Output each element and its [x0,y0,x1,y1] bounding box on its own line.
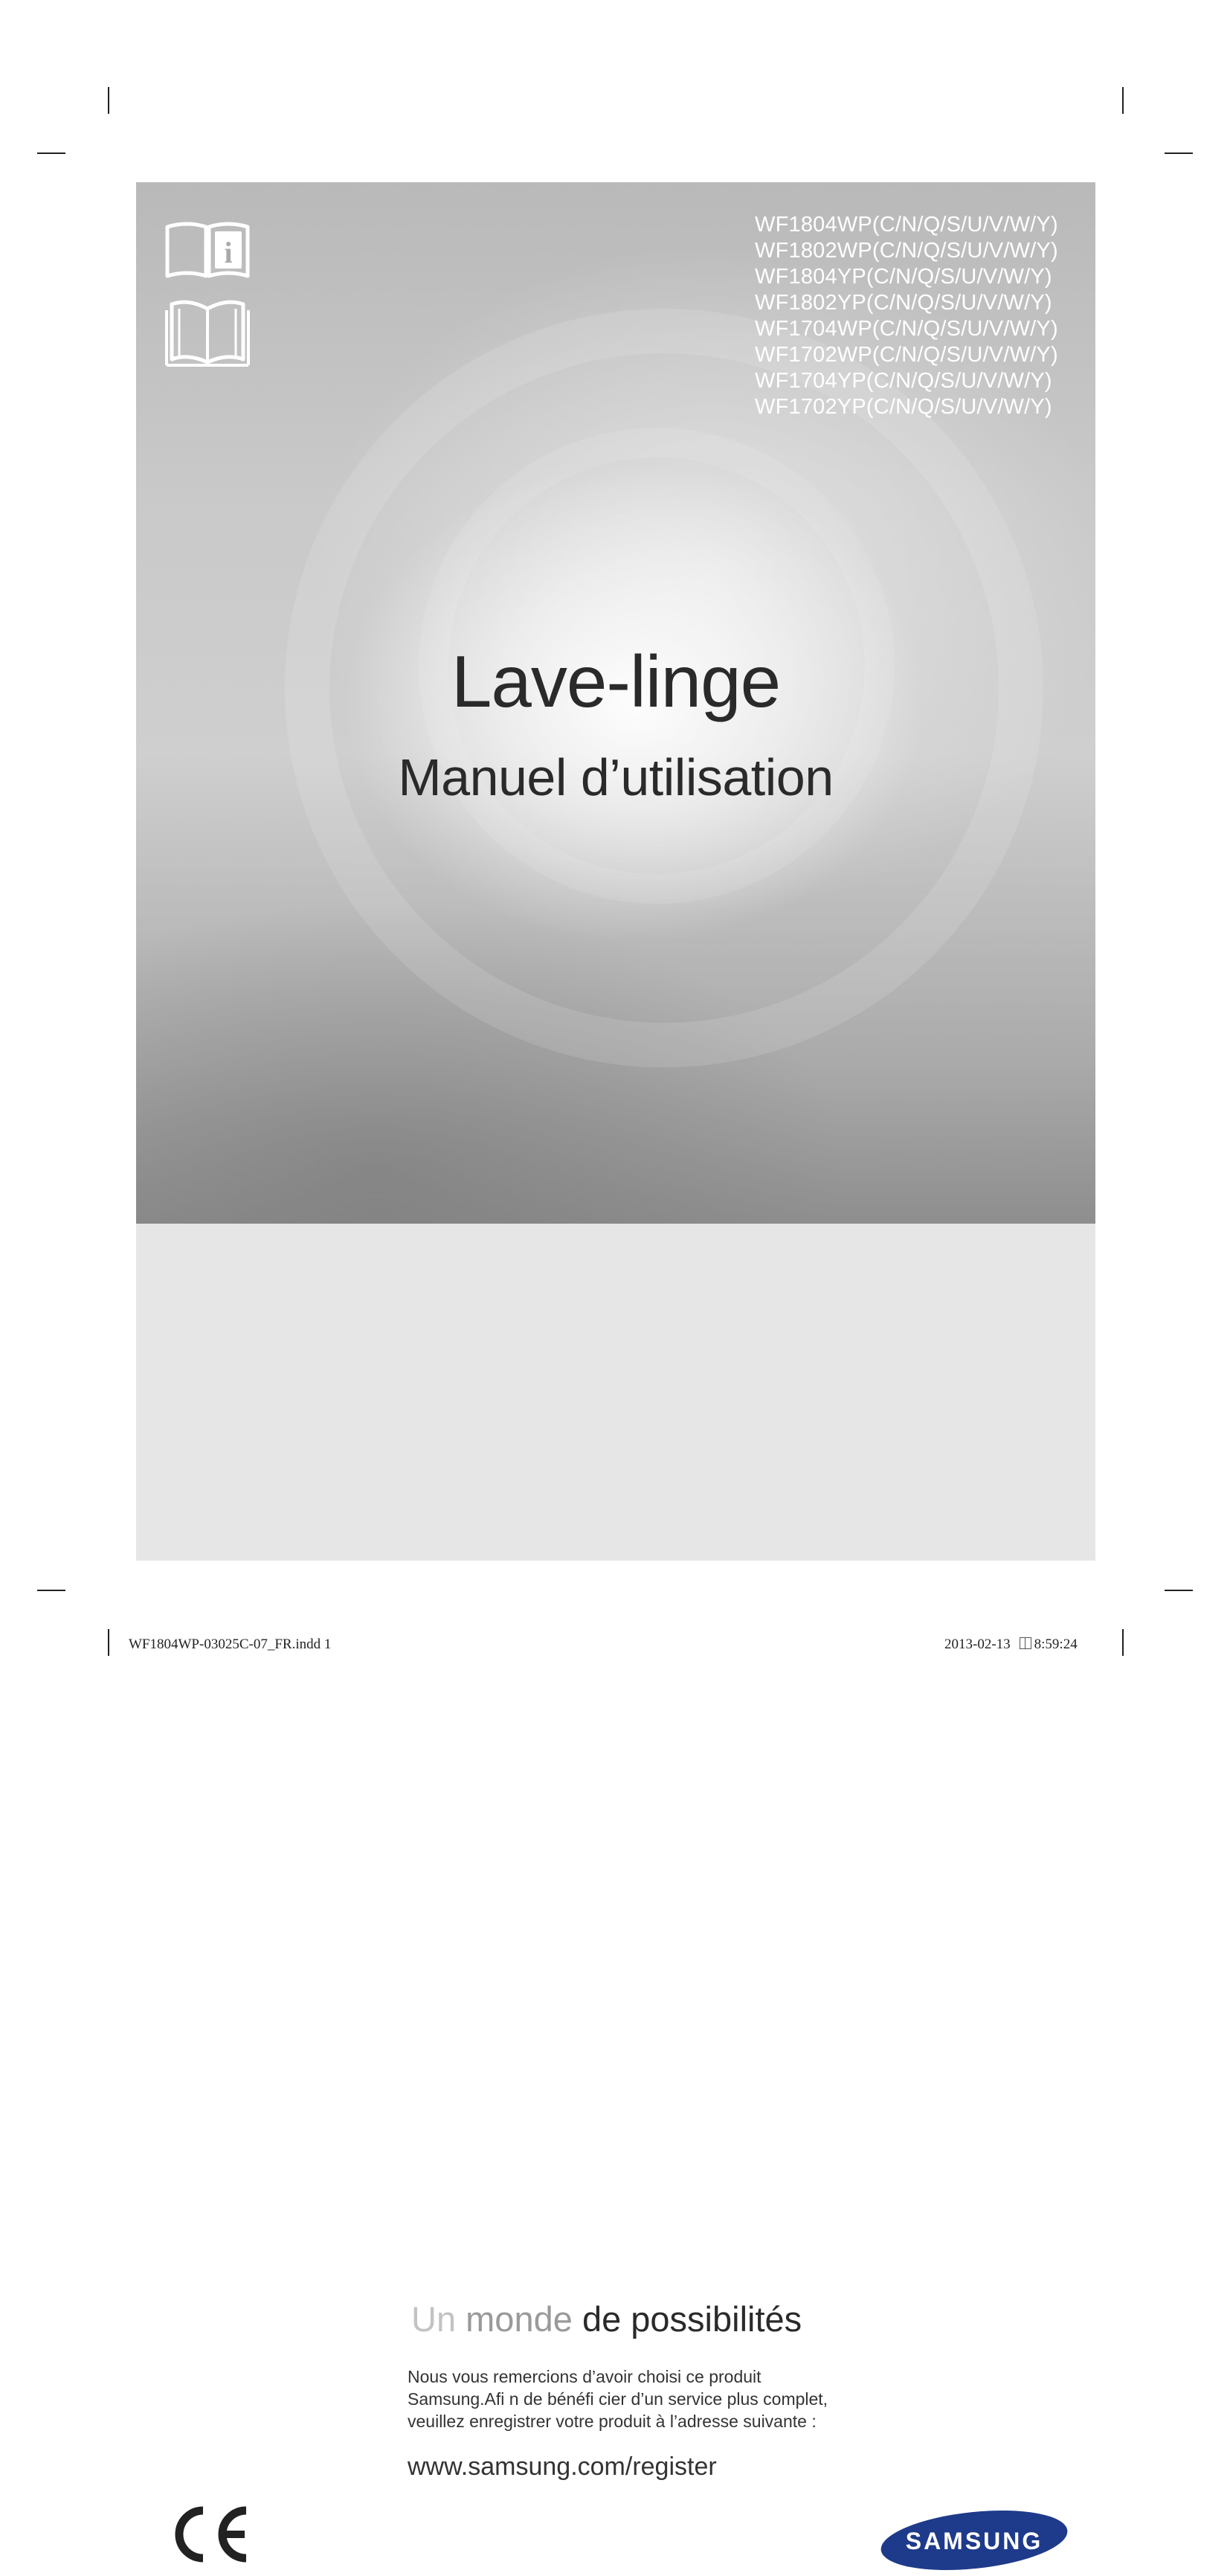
model-number: WF1704WP(C/N/Q/S/U/V/W/Y) [755,317,1058,341]
ce-mark-icon [164,2503,254,2569]
model-number: WF1704YP(C/N/Q/S/U/V/W/Y) [755,369,1052,393]
slogan-part: monde [466,2299,573,2339]
crop-mark [1165,1590,1193,1591]
model-number: WF1804YP(C/N/Q/S/U/V/W/Y) [755,265,1052,289]
crop-mark [37,1590,65,1591]
model-number: WF1702YP(C/N/Q/S/U/V/W/Y) [755,395,1052,419]
thanks-paragraph [408,2365,869,2432]
model-number: WF1702WP(C/N/Q/S/U/V/W/Y) [755,343,1058,367]
cover-photo [136,182,1095,1224]
register-link[interactable]: www.samsung.com/register [408,2453,717,2481]
slogan [411,2299,802,2339]
crop-mark [108,1629,109,1656]
print-date: 2013-02-13 [944,1637,1011,1652]
model-list [755,212,1058,420]
thanks-line: Nous vous remercions d’avoir choisi ce produit [408,2367,761,2386]
thanks-line: veuillez enregistrer votre produit à l’adresse suivante : [408,2412,817,2431]
crop-mark [1165,152,1193,154]
page-title: Lave-linge [451,640,781,722]
crop-mark [108,87,109,114]
info-book-icon [164,221,251,279]
crop-mark [37,152,65,154]
samsung-logo [878,2508,1071,2576]
crop-mark [1122,1629,1124,1656]
print-timestamp [944,1637,1078,1653]
model-number: WF1802WP(C/N/Q/S/U/V/W/Y) [755,239,1058,263]
svg-text:SAMSUNG: SAMSUNG [905,2528,1043,2554]
model-number: WF1802YP(C/N/Q/S/U/V/W/Y) [755,291,1052,315]
glyph-box-icon [1020,1637,1031,1649]
svg-text:i: i [224,236,233,269]
slogan-part: Un [411,2299,457,2339]
thanks-line: Samsung.Afi n de bénéfi cier d’un service plus complet, [408,2389,828,2409]
crop-mark [1122,87,1124,114]
open-book-icon [164,294,251,368]
print-time: 8:59:24 [1034,1637,1078,1652]
print-file-name: WF1804WP-03025C-07_FR.indd 1 [129,1637,332,1652]
slogan-part: de possibilités [582,2299,802,2339]
model-number: WF1804WP(C/N/Q/S/U/V/W/Y) [755,213,1058,237]
page-subtitle: Manuel d’utilisation [398,748,834,806]
